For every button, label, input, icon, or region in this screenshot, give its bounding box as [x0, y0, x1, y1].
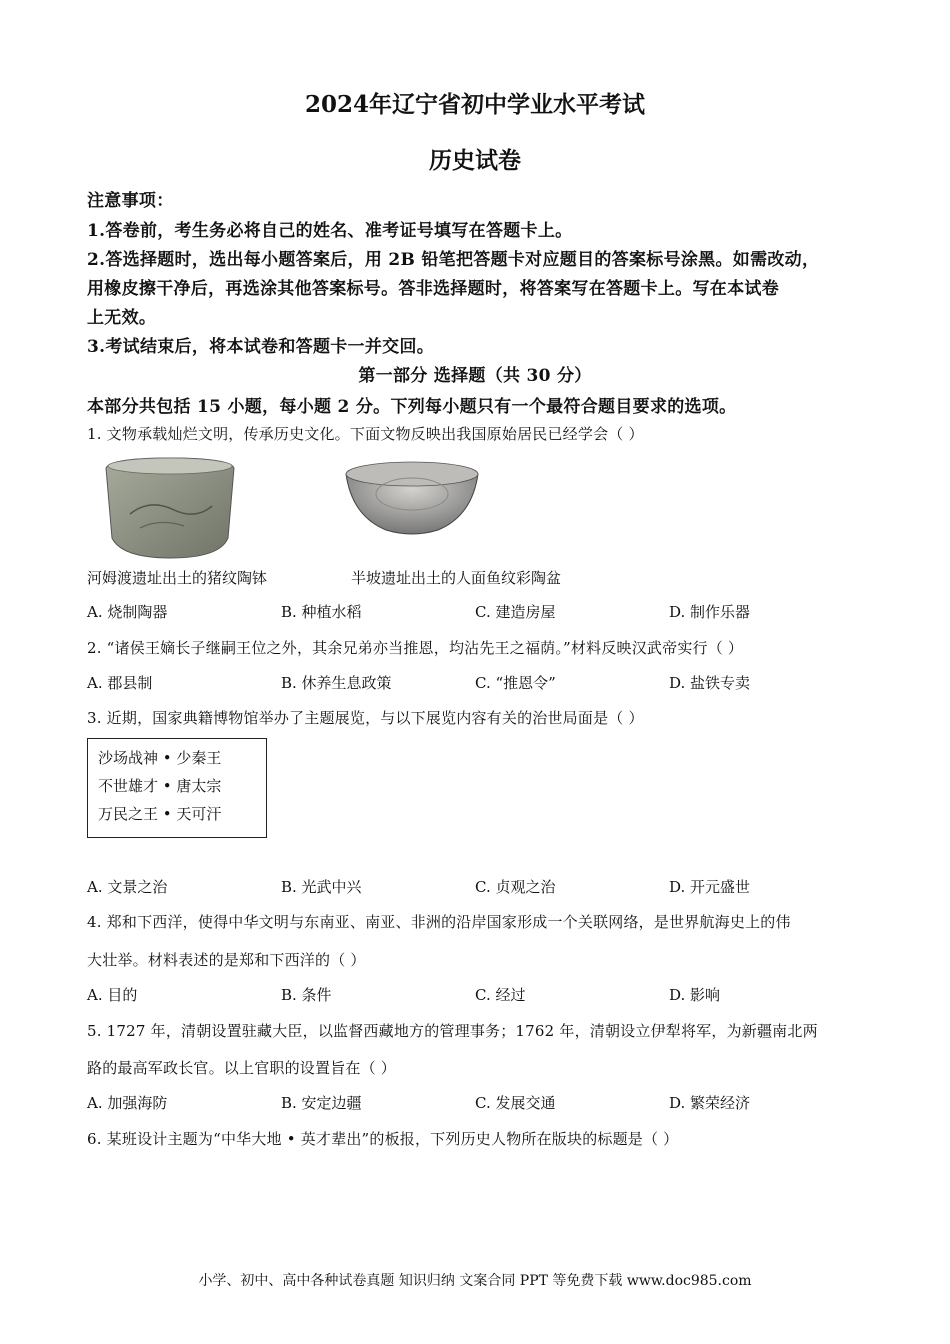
q5-option-a[interactable]: A. 加强海防: [87, 1094, 168, 1112]
q4-option-c[interactable]: C. 经过: [475, 986, 526, 1004]
q4-option-d[interactable]: D. 影响: [669, 986, 721, 1004]
exhibition-box: [87, 738, 267, 838]
q5-option-b[interactable]: B. 安定边疆: [281, 1094, 362, 1112]
note-2-line-2: 用橡皮擦干净后，再选涂其他答案标号。答非选择题时，将答案写在答题卡上。写在本试卷: [87, 279, 779, 299]
question-6-stem: 6. 某班设计主题为“中华大地 • 英才辈出”的板报，下列历史人物所在版块的标题是（ ）: [87, 1130, 679, 1148]
q4-option-a[interactable]: A. 目的: [87, 986, 138, 1004]
pig-pattern-bowl-image: [100, 454, 240, 566]
question-1-stem: 1. 文物承载灿烂文明，传承历史文化。下面文物反映出我国原始居民已经学会（ ）: [87, 425, 644, 443]
exhibition-line: 沙场战神 • 少秦王: [98, 749, 222, 767]
q2-option-b[interactable]: B. 休养生息政策: [281, 674, 392, 692]
exam-subtitle: 历史试卷: [429, 147, 521, 174]
note-2-line-1: 2.答选择题时，选出每小题答案后，用 2B 铅笔把答题卡对应题目的答案标号涂黑。如需改动，: [87, 250, 820, 270]
question-5-stem-line-2: 路的最高军政长官。以上官职的设置旨在（ ）: [87, 1059, 396, 1077]
question-4-stem-line-2: 大壮举。材料表述的是郑和下西洋的（ ）: [87, 951, 366, 969]
q3-option-a[interactable]: A. 文景之治: [87, 878, 168, 896]
section-title: 第一部分 选择题（共 30 分）: [358, 366, 592, 386]
note-1: 1.答卷前，考生务必将自己的姓名、准考证号填写在答题卡上。: [87, 221, 573, 241]
q2-option-a[interactable]: A. 郡县制: [87, 674, 153, 692]
q4-option-b[interactable]: B. 条件: [281, 986, 332, 1004]
q1-option-c[interactable]: C. 建造房屋: [475, 603, 556, 621]
caption-pig-bowl: 河姆渡遗址出土的猪纹陶钵: [87, 569, 268, 587]
q2-option-d[interactable]: D. 盐铁专卖: [669, 674, 751, 692]
exhibition-line: 万民之王 • 天可汗: [98, 805, 222, 823]
q3-option-b[interactable]: B. 光武中兴: [281, 878, 362, 896]
fish-pattern-basin-image: [342, 456, 482, 538]
exhibition-line: 不世雄才 • 唐太宗: [98, 777, 222, 795]
footer-text: 小学、初中、高中各种试卷真题 知识归纳 文案合同 PPT 等免费下载 www.doc985.com: [198, 1273, 752, 1289]
question-2-stem: 2. “诸侯王嫡长子继嗣王位之外，其余兄弟亦当推恩，均沾先王之福荫。”材料反映汉武帝实行（ ）: [87, 639, 744, 657]
caption-fish-basin: 半坡遗址出土的人面鱼纹彩陶盆: [351, 569, 562, 587]
exam-title: 2024年辽宁省初中学业水平考试: [304, 91, 645, 118]
q1-option-d[interactable]: D. 制作乐器: [669, 603, 751, 621]
q5-option-d[interactable]: D. 繁荣经济: [669, 1094, 751, 1112]
question-4-stem-line-1: 4. 郑和下西洋，使得中华文明与东南亚、南亚、非洲的沿岸国家形成一个关联网络，是世界航海史上的伟: [87, 913, 791, 931]
notes-heading: 注意事项：: [87, 191, 174, 211]
q3-option-d[interactable]: D. 开元盛世: [669, 878, 751, 896]
note-3: 3.考试结束后，将本试卷和答题卡一并交回。: [87, 337, 435, 357]
question-5-stem-line-1: 5. 1727 年，清朝设置驻藏大臣，以监督西藏地方的管理事务；1762 年，清朝设立伊犁将军，为新疆南北两: [87, 1022, 818, 1040]
question-3-stem: 3. 近期，国家典籍博物馆举办了主题展览，与以下展览内容有关的治世局面是（ ）: [87, 709, 644, 727]
q2-option-c[interactable]: C. “推恩令”: [475, 674, 556, 692]
q1-option-a[interactable]: A. 烧制陶器: [87, 603, 168, 621]
note-2-line-3: 上无效。: [87, 308, 157, 328]
q3-option-c[interactable]: C. 贞观之治: [475, 878, 556, 896]
q5-option-c[interactable]: C. 发展交通: [475, 1094, 556, 1112]
q1-option-b[interactable]: B. 种植水稻: [281, 603, 362, 621]
section-instruction: 本部分共包括 15 小题，每小题 2 分。下列每小题只有一个最符合题目要求的选项。: [87, 397, 737, 417]
